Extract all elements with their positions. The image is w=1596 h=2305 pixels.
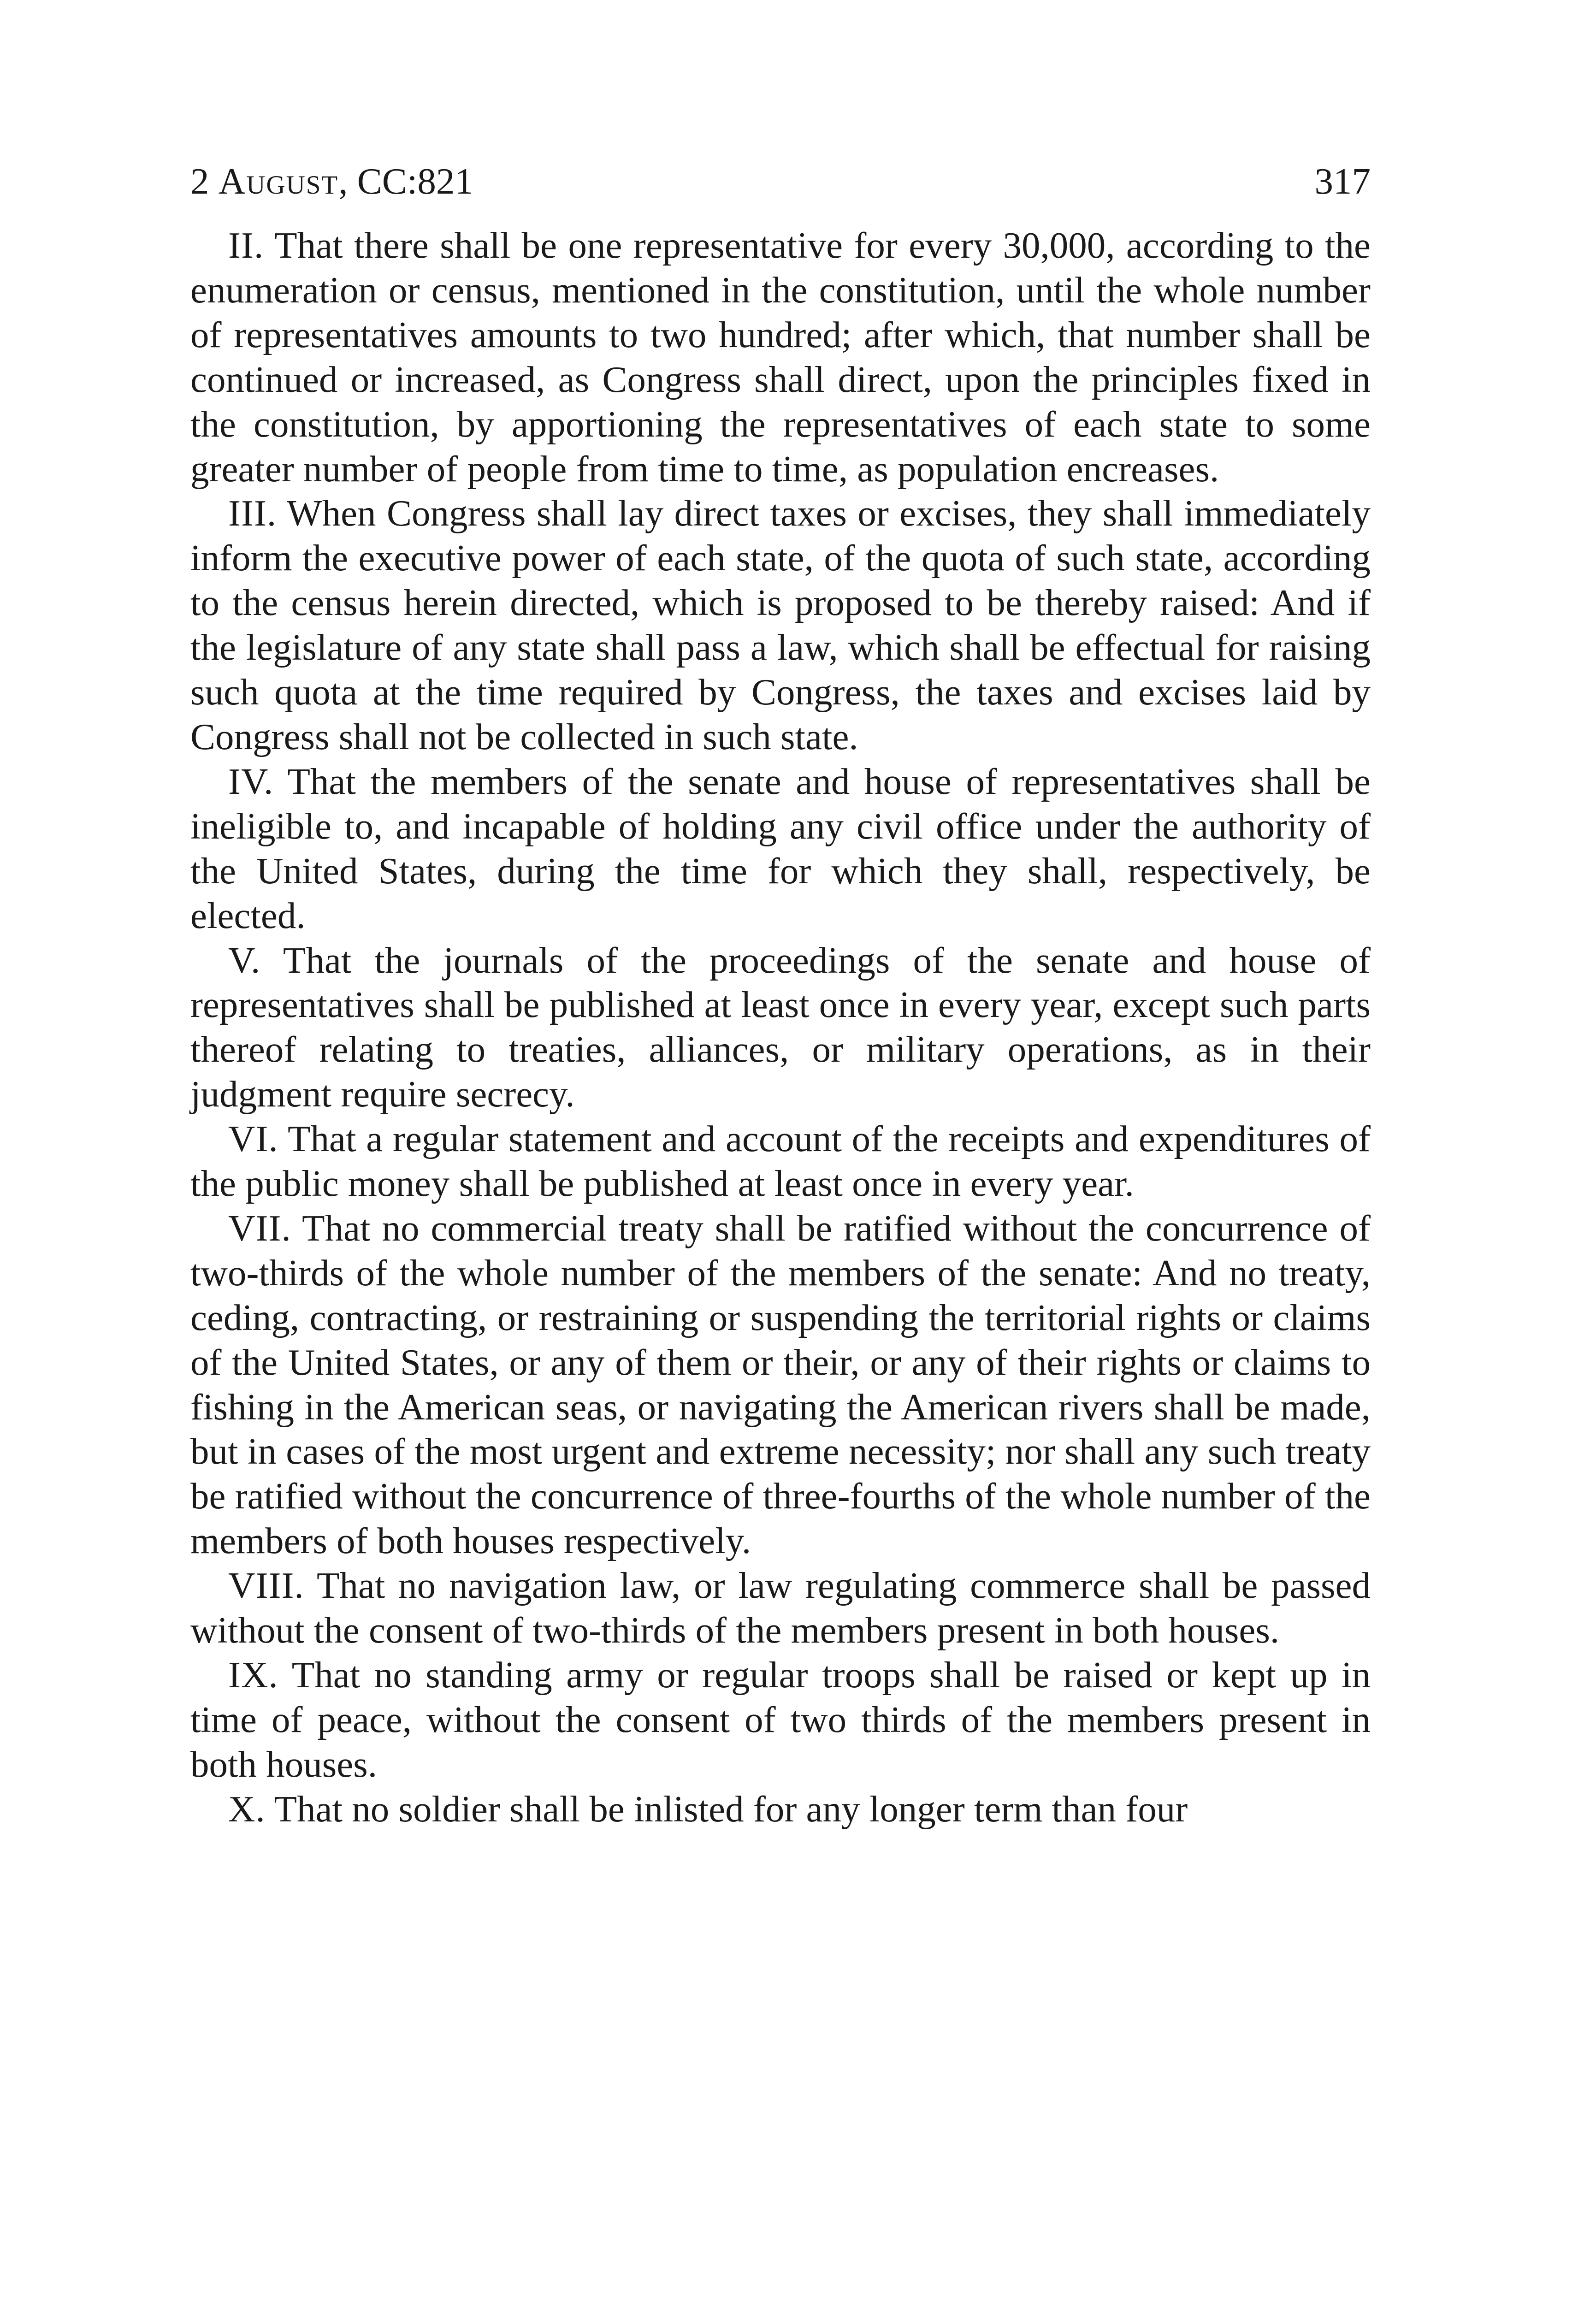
article-number: VII. [228, 1207, 291, 1249]
article-number: IV. [228, 760, 274, 802]
article-text: When Congress shall lay direct taxes or excises, they shall immediately inform the executive power of each state, of the quota of such state, according to the census herein directed, which is proposed to be thereby raised: And if the legislature of any state shall pass a law, which shall be effectual for raising such quota at the time required by Congress, the taxes and excises laid by Congress shall not be collected in such state. [190, 492, 1371, 757]
article-text: That no commercial treaty shall be ratified without the concurrence of two-thirds of the whole number of the members of the senate: And no treaty, ceding, contracting, or restraining or suspending the territorial rights or claims of the United States, or any of them or their, or any of their rights or claims to fishing in the American seas, or navigating the American rivers shall be made, but in cases of the most urgent and extreme necessity; nor shall any such treaty be ratified without the concurrence of three-fourths of the whole number of the members of both houses respectively. [190, 1207, 1371, 1562]
article-number: VIII. [228, 1565, 304, 1607]
date-month: August [218, 160, 339, 202]
article-number: III. [228, 492, 277, 534]
article-text: That no standing army or regular troops shall be raised or kept up in time of peace, without the consent of two thirds of the members present in both houses. [190, 1654, 1371, 1785]
article-text: That there shall be one representative for every 30,000, according to the enumeration or census, mentioned in the constitution, until the whole number of representatives amounts to two hundred; after which, that number shall be continued or increased, as Congress shall direct, upon the principles fixed in the constitution, by apportioning the representatives of each state to some greater number of people from time to time, as population encreases. [190, 225, 1371, 490]
article-number: II. [228, 225, 264, 266]
article-paragraph [190, 938, 1371, 1117]
article-text: That the journals of the proceedings of the senate and house of representatives shall be published at least once in every year, except such parts thereof relating to treaties, alliances, or military operations, as in their judgment require secrecy. [190, 939, 1371, 1115]
article-paragraph [190, 759, 1371, 938]
article-paragraph [190, 1653, 1371, 1787]
article-paragraph [190, 1206, 1371, 1563]
article-number: X. [228, 1788, 266, 1830]
article-paragraph [190, 1787, 1371, 1832]
page-number: 317 [1314, 160, 1371, 202]
document-reference: , CC:821 [338, 160, 473, 202]
date-day: 2 [190, 160, 219, 202]
article-number: VI. [228, 1118, 278, 1160]
running-head-reference [190, 159, 473, 203]
article-number: V. [228, 939, 261, 981]
document-page [190, 159, 1371, 1832]
article-text: That the members of the senate and house of representatives shall be ineligible to, and incapable of holding any civil office under the authority of the United States, during the time for which they shall, respectively, be elected. [190, 760, 1371, 936]
article-paragraph [190, 223, 1371, 491]
article-text: That a regular statement and account of the receipts and expenditures of the public money shall be published at least once in every year. [190, 1118, 1371, 1205]
body-text [190, 223, 1371, 1832]
article-text: That no soldier shall be inlisted for any longer term than four [274, 1788, 1188, 1830]
article-number: IX. [228, 1654, 278, 1696]
article-paragraph [190, 1563, 1371, 1653]
running-head [190, 159, 1371, 203]
article-paragraph [190, 1117, 1371, 1206]
article-paragraph [190, 491, 1371, 759]
article-text: That no navigation law, or law regulating commerce shall be passed without the consent of two-thirds of the members present in both houses. [190, 1565, 1371, 1651]
